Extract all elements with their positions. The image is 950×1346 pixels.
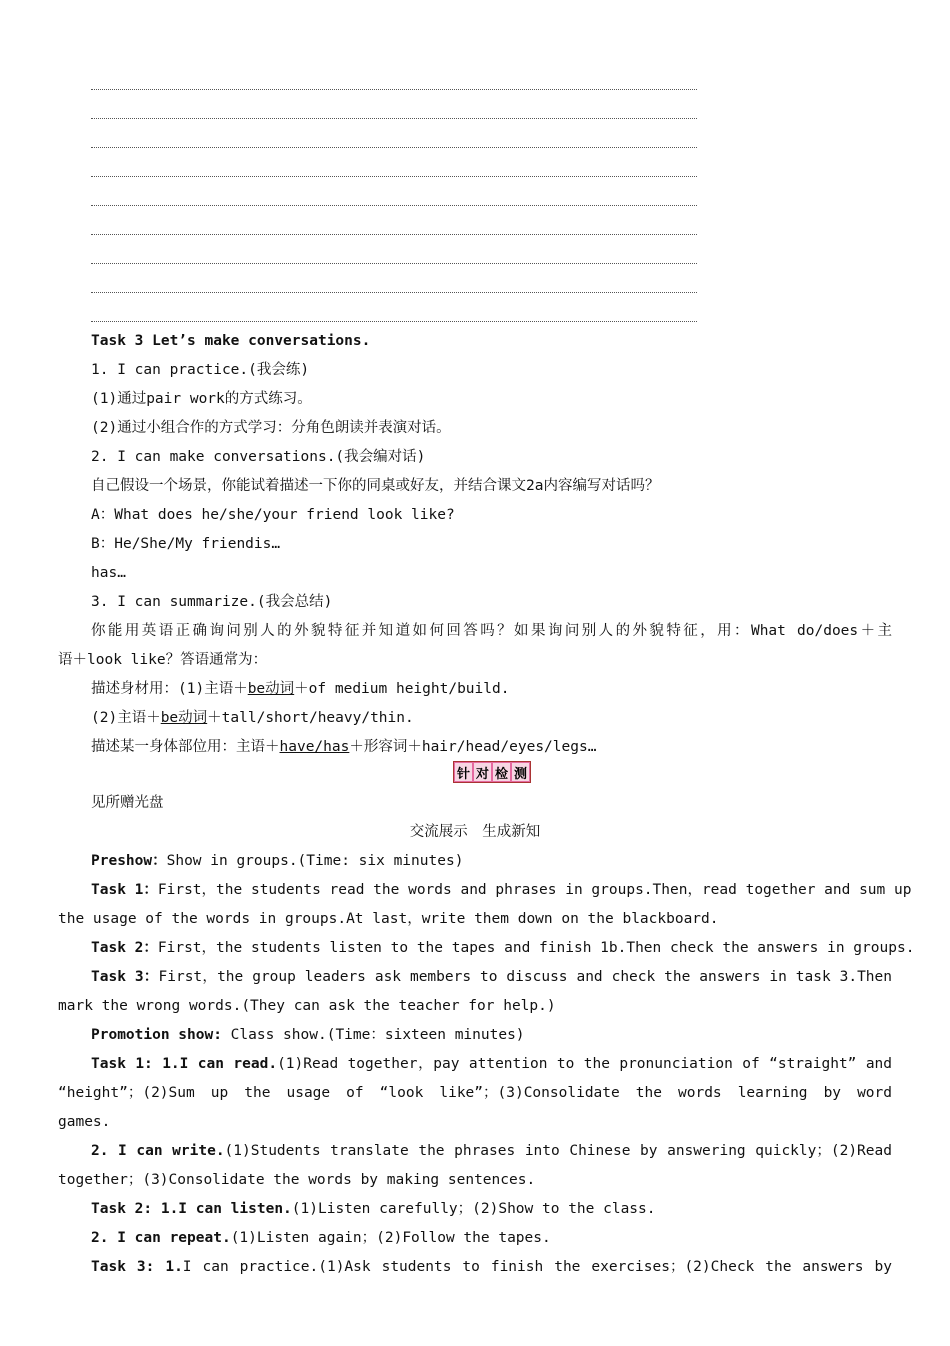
pro-task2-label-2: 2. I can repeat. [91,1230,231,1246]
preshow-text: Show in groups.(Time: six minutes) [166,853,464,869]
dialogue-line-c: has… [91,565,126,581]
pre-task2-label: Task 2： [91,940,158,956]
height-rule-suffix: ＋tall/short/heavy/thin. [207,710,414,726]
pro-task2-line-2 [91,1228,551,1248]
pro-task3-label: Task 3: 1. [91,1259,183,1275]
task3-item1: 1. I can practice.(我会练) [91,362,310,378]
writing-line [91,263,697,264]
pre-task1-line-1 [91,880,912,900]
badge-char: 检 [493,763,510,781]
badge-char: 测 [512,763,529,781]
pro-task3-line [91,1257,892,1277]
pro-task1-text-4: (1)Students translate the phrases into Chinese by answering quickly；(2)Read [224,1143,892,1159]
build-rule-be-verb: be动词 [247,681,295,697]
task3-heading: Task 3 Let’s make conversations. [91,333,371,349]
preshow-label: Preshow： [91,853,167,869]
pro-task2-text-2: (1)Listen again；(2)Follow the tapes. [230,1230,551,1246]
badge-char: 针 [455,763,472,781]
writing-line [91,205,697,206]
task3-item1-b: (2)通过小组合作的方式学习：分角色朗读并表演对话。 [91,420,451,436]
pre-task2-text: First，the students listen to the tapes and finish 1b.Then check the answers in groups. [157,940,915,956]
build-rule-suffix: ＋of medium height/build. [294,681,510,697]
task3-item2: 2. I can make conversations.(我会编对话) [91,449,426,465]
pro-task1-line-5: together；(3)Consolidate the words by making sentences. [58,1172,536,1188]
height-rule [91,708,414,728]
pre-task2-line [91,938,915,958]
writing-line [91,176,697,177]
badge-char: 对 [474,763,491,781]
pro-task1-line-4 [91,1141,892,1161]
body-part-rule-prefix: 描述某一身体部位用：主语＋ [91,739,280,755]
targeted-test-badge [453,761,531,783]
summary-question-2: 语＋look like？答语通常为： [58,652,268,668]
pro-task1-label: Task 1: 1.I can read. [91,1056,278,1072]
writing-line [91,147,697,148]
pro-task2-line-1 [91,1199,656,1219]
writing-line [91,118,697,119]
dialogue-line-b: B：He/She/My friendis… [91,536,281,552]
body-part-rule-have: have/has [279,739,350,755]
writing-line [91,321,697,322]
pro-task1-line-2: “height”；(2)Sum up the usage of “look like”；(3)Consolidate the words learning by word [58,1085,892,1101]
pre-task1-label: Task 1： [91,882,158,898]
pre-task1-text-1: First，the students read the words and phrases in groups.Then，read together and sum up [157,882,912,898]
writing-line [91,234,697,235]
build-rule-prefix: 描述身材用：(1)主语＋ [91,681,248,697]
pre-task3-label: Task 3： [91,969,159,985]
summary-question-1: 你能用英语正确询问别人的外貌特征并知道如何回答吗？如果询问别人的外貌特征，用：What do/does＋主 [91,623,892,639]
height-rule-be-verb: be动词 [160,710,208,726]
body-part-rule-suffix: ＋形容词＋hair/head/eyes/legs… [349,739,597,755]
body-part-rule [91,737,596,757]
promotion-text: Class show.(Time：sixteen minutes) [221,1027,525,1043]
pre-task3-line-2: mark the wrong words.(They can ask the teacher for help.) [58,998,556,1014]
build-rule [91,679,509,699]
pre-task1-line-2: the usage of the words in groups.At last，write them down on the blackboard. [58,911,719,927]
pro-task3-text: I can practice.(1)Ask students to finish the exercises；(2)Check the answers by [182,1259,892,1275]
pro-task1-label-2: 2. I can write. [91,1143,225,1159]
preshow-line [91,851,463,871]
pre-task3-text-1: First，the group leaders ask members to discuss and check the answers in task 3.Then [158,969,892,985]
writing-line [91,292,697,293]
task3-item3: 3. I can summarize.(我会总结) [91,594,333,610]
task3-item1-a: (1)通过pair work的方式练习。 [91,391,312,407]
pro-task1-text-1: (1)Read together，pay attention to the pronunciation of “straight” and [277,1056,893,1072]
pre-task3-line-1 [91,967,892,987]
task3-item2-prompt: 自己假设一个场景，你能试着描述一下你的同桌或好友，并结合课文2a内容编写对话吗？ [91,478,660,494]
pro-task2-label: Task 2: 1.I can listen. [91,1201,292,1217]
promotion-line [91,1025,525,1045]
section-title: 交流展示 生成新知 [409,824,541,840]
pro-task1-line-1 [91,1054,892,1074]
pro-task2-text-1: (1)Listen carefully；(2)Show to the class. [291,1201,656,1217]
writing-line [91,89,697,90]
see-disc-note: 见所赠光盘 [91,795,164,811]
height-rule-prefix: (2)主语＋ [91,710,161,726]
promotion-label: Promotion show: [91,1027,222,1043]
pro-task1-line-3: games. [58,1114,111,1130]
dialogue-line-a: A：What does he/she/your friend look like? [91,507,455,523]
